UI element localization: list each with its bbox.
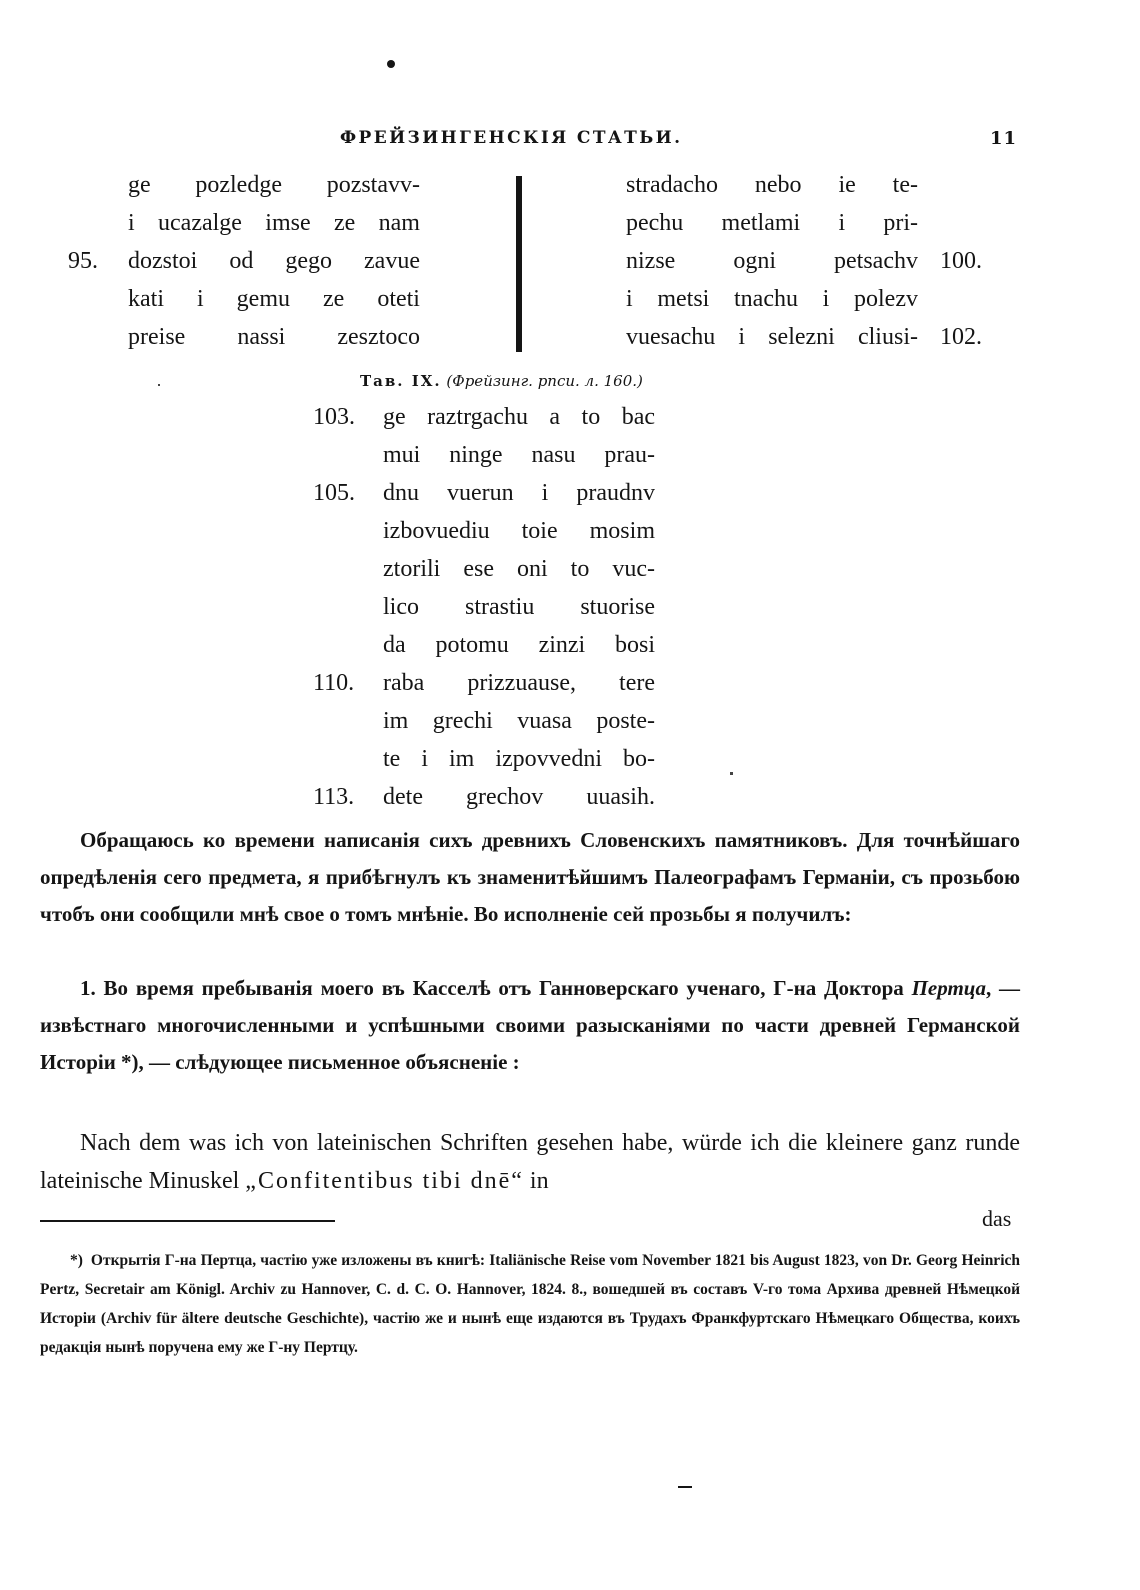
verse-line: stradacho nebo ie te- (626, 172, 918, 198)
table-label: Тав. IX. (360, 372, 442, 390)
verse-line: i ucazalge imse ze nam (128, 210, 420, 236)
line-number-105: 105. (313, 480, 355, 506)
body-paragraph-2: 1. Во время пребыванія моего въ Касселѣ отъ Ганноверскаго ученаго, Г-на Доктора Пертца, — извѣстнаго многочисленными и успѣшными своими разысканіями по части древней Германской Исторіи *), — слѣдующее письменное объясненіе : (40, 976, 1021, 1074)
verse-line: pechu metlami i pri- (626, 210, 918, 236)
latin-quote: „Confitentibus tibi dnē“ (245, 1168, 524, 1194)
line-number-103: 103. (313, 404, 355, 430)
ink-speck (158, 384, 160, 386)
table-heading (360, 372, 643, 390)
verse-line: i metsi tnachu i polezv (626, 286, 918, 312)
person-name: Пертца (911, 976, 986, 1000)
page-number: 11 (990, 128, 1018, 149)
verse-column-center (383, 398, 655, 816)
verse-column-left (128, 166, 420, 356)
footnote (40, 1246, 1020, 1362)
verse-line: ge raztrgachu a to bac (383, 404, 655, 430)
catchword: das (982, 1206, 1012, 1231)
line-number-100: 100. (940, 248, 982, 274)
line-number-113: 113. (313, 784, 355, 810)
footnote-text: Открытія Г-на Пертца, частію уже изложены въ книгѣ: Italiänische Reise vom November 1821 bis August 1823, von Dr. Georg Heinrich Pertz, Secretair am Königl. Archiv zu Hannover, C. d. C. O. Hannover, 1824. 8., вошедшей въ составъ V-го тома Архива древней Нѣмецкой Исторіи (Archiv für ältere deutsche Geschichte), частію же и нынѣ еще издаются въ Трудахъ Франкфуртскаго Нѣмецкаго Общества, коихъ редакція нынѣ поручена ему же Г-ну Пертцу. (40, 1252, 1020, 1356)
line-number-110: 110. (313, 670, 355, 696)
line-number-102: 102. (940, 324, 982, 350)
line-number-95: 95. (68, 248, 98, 274)
verse-line: vuesachu i selezni cliusi- (626, 324, 918, 350)
ink-dot (387, 60, 395, 68)
verse-line: kati i gemu ze oteti (128, 286, 420, 312)
footnote-rule (40, 1220, 335, 1222)
verse-line: dnu vuerun i praudnv (383, 480, 655, 506)
verse-line: dete grechov uuasih. (383, 784, 655, 810)
footnote-marker: *) (70, 1252, 83, 1269)
ink-mark (678, 1486, 692, 1488)
verse-line: izbovuediu toie mosim (383, 518, 655, 544)
verse-line: dozstoi od gego zavue (128, 248, 420, 274)
verse-line: raba prizzuause, tere (383, 670, 655, 696)
verse-line: preise nassi zesztoco (128, 324, 420, 350)
running-title: ФРЕЙЗИНГЕНСКІЯ СТАТЬИ. (340, 128, 683, 148)
verse-line: lico strastiu stuorise (383, 594, 655, 620)
table-source: (Фрейзинг. рпси. л. 160.) (446, 372, 643, 390)
verse-line: im grechi vuasa poste- (383, 708, 655, 734)
body-paragraph-1: Обращаюсь ко времени написанія сихъ древнихъ Словенскихъ памятниковъ. Для точнѣйшаго опредѣленія сего предмета, я прибѣгнулъ къ знаменитѣйшимъ Палеографамъ Германіи, съ прозьбою чтобъ они сообщили мнѣ свое о томъ мнѣніе. Во исполненіе сей прозьбы я получилъ: (40, 828, 1020, 926)
german-quotation: Nach dem was ich von lateinischen Schriften gesehen habe, würde ich die kleinere ganz runde lateinische Minuskel „Confitentibus tibi dnē“ in (40, 1130, 1020, 1194)
ink-speck (730, 772, 733, 775)
column-divider (516, 176, 522, 352)
verse-line: ztorili ese oni to vuc- (383, 556, 655, 582)
verse-line: da potomu zinzi bosi (383, 632, 655, 658)
verse-column-right (626, 166, 918, 356)
verse-line: nizse ogni petsachv (626, 248, 918, 274)
verse-line: te i im izpovvedni bo- (383, 746, 655, 772)
verse-line: mui ninge nasu prau- (383, 442, 655, 468)
verse-line: ge pozledge pozstavv- (128, 172, 420, 198)
